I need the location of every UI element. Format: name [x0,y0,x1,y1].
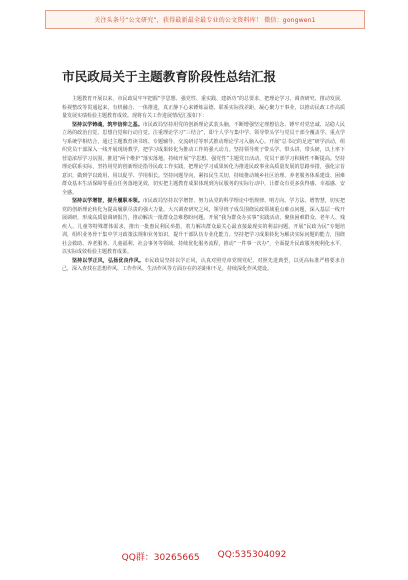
document-body [62,95,345,537]
qq-number: QQ:535304092 [217,550,287,560]
paragraph-text: 市民政局坚持以学正风，认真对照党章党规党纪，对照先进典型，以更高标准严格要求自己，深入查找在思想作风、工作作风、生活作风等方面存在的差距和不足，持续深化作风建设。 [62,257,345,272]
paragraph-section-2 [62,197,345,257]
contact-footer [0,550,408,563]
paragraph-text: 主题教育开展以来，市民政局牢牢把握“学思想、强党性、重实践、建新功”的总要求，把理论学习、调查研究、推动发展、检视整改等贯通起来，有机融合、一体推进，真正静下心来锤炼品德，联系实际找差距，凝心聚力干事业，以推动民政工作高质量发展实绩检验主题教育成效。现将有关工作进展情况汇报如下： [62,96,345,119]
paragraph-text: 市民政局坚持用党的创新理论武装头脑，不断增强坚定理想信念、锤牢对党忠诚、站稳人民立场的政治自觉、思想自觉和行动自觉。注重理论学习“三结合”，即个人学与集中学、领导带头学与党员干部全覆盖学、重点学与系统学相结合，通过主题教育读书班、专题辅导、交流研讨等形式推动理论学习入脑入心。开展“总书记的足迹”研学活动，组织党员干部深入一线开展现场教学，把学习成果转化为推动工作的强大动力。坚持领导班子带头学、带头讲、带头研，以上率下营造浓厚学习氛围，推进“两个维护”落实落地。持续开展“学思想、强党性”主题党日活动，党员干部学习积极性不断提高。坚持理论联系实际，坚持用党的创新理论指导民政工作实践，把理论学习成果转化为推进民政事业高质量发展的思路举措，强化宗旨意识，做到学以致用、用以促学、学用相长。坚持问题导向，紧扣民生关切，持续推动城乡社区治理、养老服务体系建设、困难群众基本生活保障等重点任务落地见效，切实把主题教育成果体现到为民服务的实际行动中，让群众有更多获得感、幸福感、安全感。 [62,121,345,196]
promo-banner: 关注头条号“公文研究”，获得最新最全最专业的公文资料库！ 微信：gongwen1 [45,10,365,29]
document-title: 市民政局关于主题教育阶段性总结汇报 [62,69,277,84]
paragraph-lead: 坚持以学正风，弘扬优良作风。 [72,257,145,264]
paragraph-section-1 [62,121,345,198]
paragraph-text: 市民政局坚持以学增智，努力从党的科学理论中悟规律、明方向、学方法、增智慧，切实把党的创新理论转化为提高履职尽责的强大力量。大兴调查研究之风，领导班子成员围绕民政领域重点难点问题，深入基层一线开展调研，形成高质量调研报告，推动解决一批群众急难愁盼问题。开展“我为群众办实事”实践活动，聚焦困难群众、老年人、残疾人、儿童等特殊群体需求，推出一批惠民利民举措，着力解决群众最关心最直接最现实的利益问题。开展“民政为民”专题培训，组织业务骨干集中学习政策法规和业务知识，提升干部队伍专业化能力。坚持把学习成果转化为解决实际问题的能力，围绕社会救助、养老服务、儿童福利、社会事务等领域，持续优化服务流程，推动“一件事一次办”，全面提升民政服务便利化水平，以实际成效检验主题教育成果。 [62,198,345,255]
paragraph-lead: 坚持以学增智，提升履职本领。 [72,198,143,204]
paragraph-section-3 [62,257,345,274]
qq-group-number: QQ群：30265665 [121,553,200,563]
paragraph-lead: 坚持以学铸魂，筑牢信仰之基。 [72,121,143,128]
paragraph-intro [62,95,345,121]
